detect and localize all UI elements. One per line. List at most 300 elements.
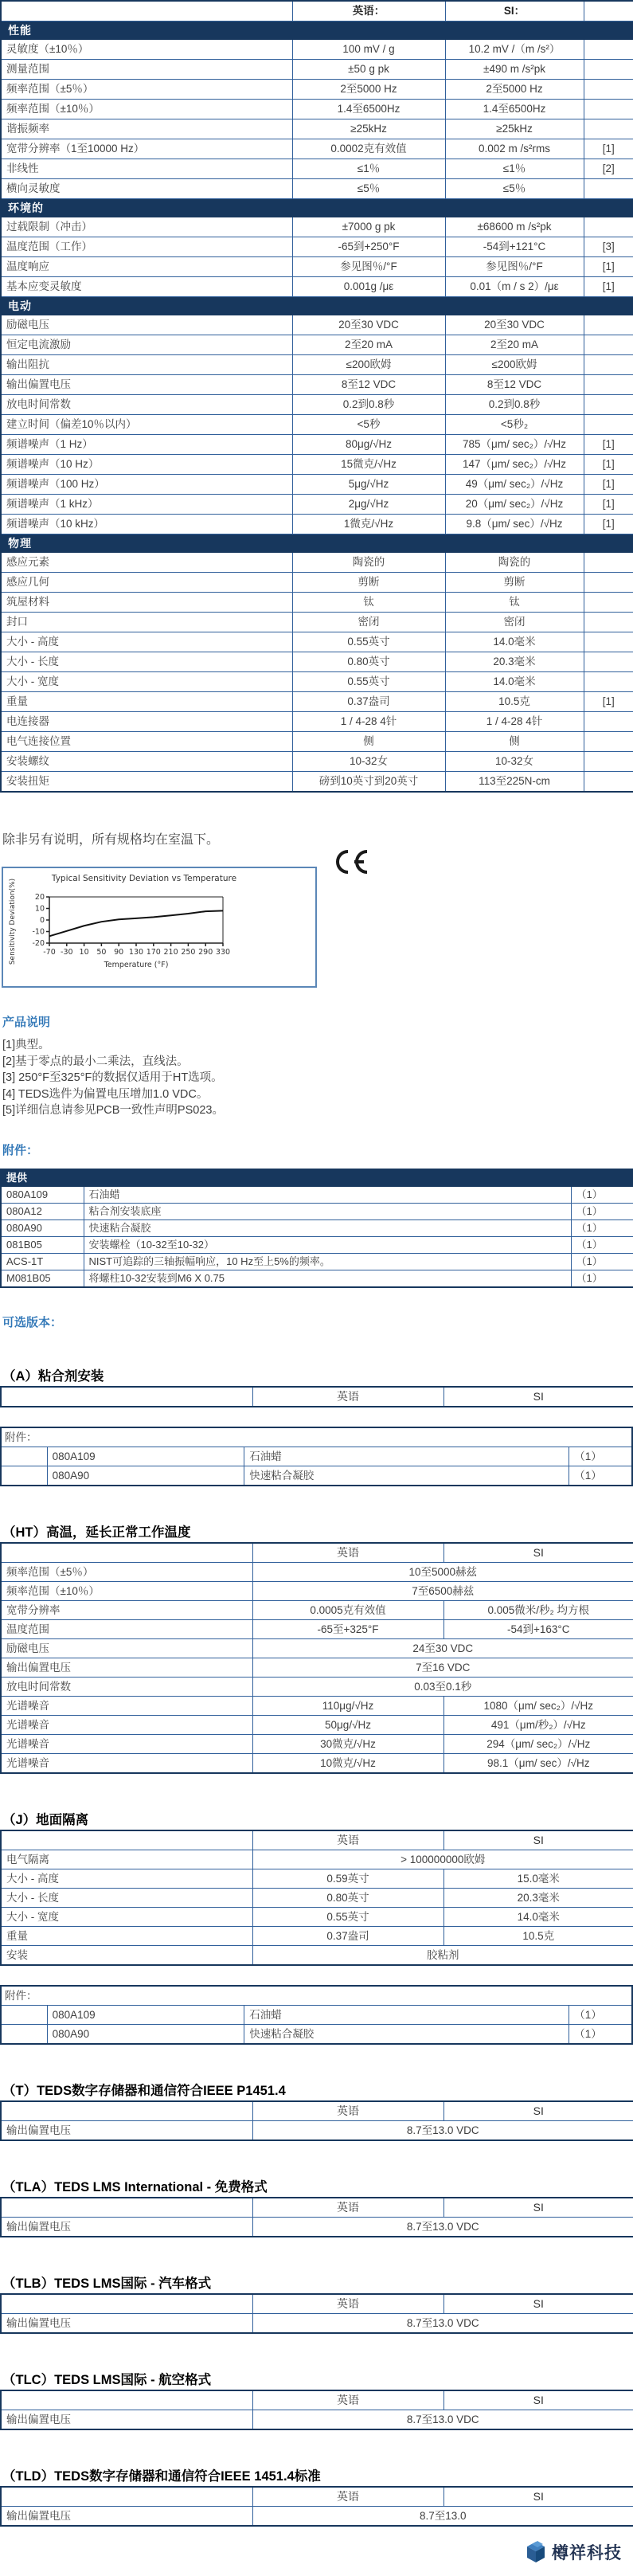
option-label-cell: 励磁电压	[1, 1638, 252, 1658]
option-col-english: 英语	[252, 2390, 443, 2410]
option-col-si: SI	[443, 2101, 633, 2121]
value-si-cell: ≤200欧姆	[445, 355, 584, 375]
value-english-cell: 15微克/√Hz	[292, 455, 445, 475]
option-title-TLA: （TLA）TEDS LMS International - 免费格式	[2, 2179, 268, 2194]
note-ref-cell	[584, 217, 633, 237]
spec-row	[1, 455, 633, 475]
option-value-si-cell: 20.3毫米	[443, 1888, 633, 1907]
attachments-caption-row	[1, 1427, 632, 1447]
accessory-qty-cell: （1）	[571, 1270, 633, 1287]
spec-label-cell: 安装螺纹	[1, 752, 292, 772]
value-si-cell: 14.0毫米	[445, 672, 584, 692]
section-title: 电动	[1, 297, 633, 315]
value-english-cell: 80μg/√Hz	[292, 435, 445, 455]
ce-mark-icon	[328, 848, 369, 876]
option-label-cell: 大小 - 宽度	[1, 1907, 252, 1926]
spec-label-cell: 感应元素	[1, 553, 292, 573]
note-ref-cell: [2]	[584, 159, 633, 179]
note-ref-cell	[584, 772, 633, 793]
note-ref-cell: [1]	[584, 495, 633, 515]
value-english-cell: 0.80英寸	[292, 652, 445, 672]
logo-cube-icon	[524, 2539, 548, 2565]
spec-row	[1, 100, 633, 119]
value-si-cell: 参见图％/°F	[445, 257, 584, 277]
option-label-cell: 光谱噪音	[1, 1696, 252, 1715]
note-ref-cell	[584, 593, 633, 613]
option-spec-row	[1, 1638, 633, 1658]
value-si-cell: 0.01（m / s 2）/με	[445, 277, 584, 297]
attachment-indent-cell	[1, 1447, 47, 1466]
accessory-desc-cell: 粘合剂安装底座	[84, 1203, 571, 1219]
svg-text:330: 330	[215, 948, 231, 957]
value-english-cell: 0.55英寸	[292, 632, 445, 652]
note-ref-cell	[584, 100, 633, 119]
attachment-model-cell: 080A109	[47, 2005, 244, 2024]
spec-label-cell: 测量范围	[1, 60, 292, 80]
svg-text:Typical Sensitivity Deviation: Typical Sensitivity Deviation vs Temperature	[51, 874, 237, 883]
option-spec-row	[1, 1753, 633, 1773]
value-english-cell: 磅到10英寸到20英寸	[292, 772, 445, 793]
attachment-desc-cell: 快速粘合凝胶	[244, 2024, 569, 2044]
value-english-cell: ≤1％	[292, 159, 445, 179]
spec-row	[1, 652, 633, 672]
value-si-cell: 陶瓷的	[445, 553, 584, 573]
option-value-si-cell: 15.0毫米	[443, 1869, 633, 1888]
attachment-model-cell: 080A90	[47, 1466, 244, 1486]
value-english-cell: 钛	[292, 593, 445, 613]
option-col-si: SI	[443, 2198, 633, 2218]
note-ref-cell	[584, 732, 633, 752]
note-ref-cell	[584, 573, 633, 593]
option-label-cell: 大小 - 长度	[1, 1888, 252, 1907]
option-corner-cell	[1, 2487, 252, 2507]
option-label-cell: 输出偏置电压	[1, 2120, 252, 2140]
option-section-TLD	[0, 2465, 633, 2527]
value-english-cell: 0.0002克有效值	[292, 139, 445, 159]
chart-row	[2, 867, 633, 991]
value-si-cell: 20至30 VDC	[445, 315, 584, 335]
spec-label-cell: 筑屋材料	[1, 593, 292, 613]
svg-text:10: 10	[79, 948, 89, 957]
spec-row	[1, 179, 633, 199]
svg-text:20: 20	[34, 893, 45, 902]
attachments-caption: 附件：	[1, 1427, 632, 1447]
note-ref-cell	[584, 415, 633, 435]
note-ref-cell	[584, 179, 633, 199]
spec-label-cell: 温度响应	[1, 257, 292, 277]
option-spec-row	[1, 2217, 633, 2237]
spec-row	[1, 712, 633, 732]
accessory-row	[1, 1270, 633, 1287]
spec-label-cell: 宽带分辨率（1至10000 Hz）	[1, 139, 292, 159]
spec-label-cell: 频谱噪声（10 Hz）	[1, 455, 292, 475]
option-spec-row	[1, 1619, 633, 1638]
option-corner-cell	[1, 2390, 252, 2410]
value-si-cell: <5秒₂	[445, 415, 584, 435]
spec-label-cell: 励磁电压	[1, 315, 292, 335]
value-si-cell: 20.3毫米	[445, 652, 584, 672]
value-si-cell: 10.2 mV /（m /s²）	[445, 40, 584, 60]
option-col-si: SI	[443, 1387, 633, 1407]
product-note-line: [3] 250°F至325°F的数据仅适用于HT选项。	[2, 1071, 223, 1084]
option-spec-row	[1, 1926, 633, 1945]
option-title-TLD: （TLD）TEDS数字存储器和通信符合IEEE 1451.4标准	[2, 2468, 321, 2484]
option-span-value-cell: 10至5000赫兹	[252, 1562, 633, 1581]
note-ref-cell	[584, 652, 633, 672]
option-title-J: （J）地面隔离	[2, 1812, 89, 1827]
spec-row	[1, 119, 633, 139]
spec-row	[1, 60, 633, 80]
note-ref-cell	[584, 375, 633, 395]
note-ref-cell: [1]	[584, 455, 633, 475]
value-si-cell: 14.0毫米	[445, 632, 584, 652]
svg-text:290: 290	[198, 948, 213, 957]
option-col-english: 英语	[252, 2198, 443, 2218]
spec-label-cell: 感应几何	[1, 573, 292, 593]
spec-row	[1, 277, 633, 297]
option-table-J	[0, 1830, 633, 1966]
value-english-cell: 8至12 VDC	[292, 375, 445, 395]
attachment-qty-cell: （1）	[569, 1447, 632, 1466]
svg-text:10: 10	[34, 904, 45, 914]
note-ref-cell	[584, 613, 633, 632]
option-spec-row	[1, 2506, 633, 2526]
deviation-curve	[49, 910, 223, 936]
accessory-desc-cell: 石油蜡	[84, 1186, 571, 1203]
option-spec-row	[1, 1581, 633, 1600]
value-si-cell: 10-32女	[445, 752, 584, 772]
spec-label-cell: 大小 - 高度	[1, 632, 292, 652]
svg-text:-10: -10	[32, 927, 45, 937]
svg-text:0: 0	[39, 916, 45, 925]
value-english-cell: 20至30 VDC	[292, 315, 445, 335]
option-label-cell: 光谱噪音	[1, 1753, 252, 1773]
note-ref-cell	[584, 395, 633, 415]
spec-row	[1, 672, 633, 692]
note-ref-cell	[584, 553, 633, 573]
value-english-cell: 2μg/√Hz	[292, 495, 445, 515]
section-title: 环境的	[1, 199, 633, 217]
option-label-cell: 输出偏置电压	[1, 2313, 252, 2333]
option-table-A	[0, 1386, 633, 1407]
option-header-row	[1, 2198, 633, 2218]
spec-label-cell: 横向灵敏度	[1, 179, 292, 199]
option-table-TLC	[0, 2390, 633, 2430]
option-table-T	[0, 2100, 633, 2141]
option-section-HT	[0, 1521, 633, 1774]
option-attachments-table-A	[0, 1427, 633, 1486]
option-header-row	[1, 2390, 633, 2410]
option-header-row	[1, 2101, 633, 2121]
options-container	[0, 1365, 633, 2527]
value-si-cell: 8至12 VDC	[445, 375, 584, 395]
option-header-row	[1, 2487, 633, 2507]
spec-label-cell: 频谱噪声（1 Hz）	[1, 435, 292, 455]
spec-label-cell: 频谱噪声（100 Hz）	[1, 475, 292, 495]
accessory-qty-cell: （1）	[571, 1203, 633, 1219]
value-english-cell: ±7000 g pk	[292, 217, 445, 237]
option-corner-cell	[1, 2198, 252, 2218]
value-english-cell: -65到+250°F	[292, 237, 445, 257]
value-si-cell: 147（μm/ sec₂）/√Hz	[445, 455, 584, 475]
value-si-cell: 20（μm/ sec₂）/√Hz	[445, 495, 584, 515]
option-spec-row	[1, 1869, 633, 1888]
note-ref-cell	[584, 672, 633, 692]
spec-row	[1, 772, 633, 793]
option-section-J	[0, 1809, 633, 2045]
spec-label-cell: 过载限制（冲击）	[1, 217, 292, 237]
note-ref-cell: [1]	[584, 475, 633, 495]
option-col-si: SI	[443, 2294, 633, 2314]
attachment-desc-cell: 快速粘合凝胶	[244, 1466, 569, 1486]
option-label-cell: 输出偏置电压	[1, 2217, 252, 2237]
value-si-cell: 剪断	[445, 573, 584, 593]
option-span-value-cell: 8.7至13.0 VDC	[252, 2410, 633, 2429]
spec-row	[1, 435, 633, 455]
attachment-desc-cell: 石油蜡	[244, 1447, 569, 1466]
option-span-value-cell: 7至6500赫兹	[252, 1581, 633, 1600]
option-col-si: SI	[443, 2390, 633, 2410]
option-title-TLC: （TLC）TEDS LMS国际 - 航空格式	[2, 2372, 212, 2387]
value-si-cell: -54到+121°C	[445, 237, 584, 257]
attachment-qty-cell: （1）	[569, 2005, 632, 2024]
section-bar	[1, 534, 633, 553]
value-english-cell: 1微克/√Hz	[292, 515, 445, 534]
option-col-english: 英语	[252, 1830, 443, 1850]
spec-label-cell: 放电时间常数	[1, 395, 292, 415]
accessory-model-cell: 081B05	[1, 1236, 84, 1253]
option-spec-row	[1, 1888, 633, 1907]
option-spec-row	[1, 1562, 633, 1581]
option-label-cell: 光谱噪音	[1, 1715, 252, 1734]
spec-row	[1, 553, 633, 573]
svg-text:-20: -20	[32, 939, 45, 948]
option-span-value-cell: 0.03至0.1秒	[252, 1677, 633, 1696]
value-si-cell: 0.2到0.8秒	[445, 395, 584, 415]
value-si-cell: ≤1％	[445, 159, 584, 179]
value-si-cell: 10.5克	[445, 692, 584, 712]
option-label-cell: 输出偏置电压	[1, 1658, 252, 1677]
value-english-cell: 2至5000 Hz	[292, 80, 445, 100]
accessory-qty-cell: （1）	[571, 1219, 633, 1236]
option-col-english: 英语	[252, 1387, 443, 1407]
option-attachments-table-J	[0, 1985, 633, 2045]
value-si-cell: ≥25kHz	[445, 119, 584, 139]
svg-text:90: 90	[114, 948, 124, 957]
note-ref-cell	[584, 40, 633, 60]
option-section-TLA	[0, 2176, 633, 2237]
attachment-indent-cell	[1, 2005, 47, 2024]
option-col-english: 英语	[252, 1543, 443, 1563]
logo-text: 樽祥科技	[552, 2543, 622, 2562]
svg-text:210: 210	[163, 948, 178, 957]
option-value-english-cell: 0.0005克有效值	[252, 1600, 443, 1619]
svg-text:50: 50	[96, 948, 107, 957]
spec-row	[1, 593, 633, 613]
spec-row	[1, 315, 633, 335]
option-spec-row	[1, 2410, 633, 2429]
value-english-cell: 剪断	[292, 573, 445, 593]
option-label-cell: 放电时间常数	[1, 1677, 252, 1696]
option-value-english-cell: 0.80英寸	[252, 1888, 443, 1907]
section-bar	[1, 22, 633, 40]
note-ref-cell	[584, 60, 633, 80]
accessory-desc-cell: 快速粘合凝胶	[84, 1219, 571, 1236]
option-corner-cell	[1, 2101, 252, 2121]
product-note-line: [2]基于零点的最小二乘法，直线法。	[2, 1055, 189, 1068]
sensitivity-chart-frame	[2, 867, 317, 988]
option-header-row	[1, 2294, 633, 2314]
option-corner-cell	[1, 1387, 252, 1407]
accessory-row	[1, 1236, 633, 1253]
spec-label-cell: 频率范围（±5％）	[1, 80, 292, 100]
option-section-A	[0, 1365, 633, 1486]
option-col-si: SI	[443, 2487, 633, 2507]
spec-row	[1, 257, 633, 277]
accessory-model-cell: 080A90	[1, 1219, 84, 1236]
note-ref-cell	[584, 712, 633, 732]
spec-row	[1, 495, 633, 515]
value-english-cell: ≤200欧姆	[292, 355, 445, 375]
spec-label-cell: 频谱噪声（10 kHz）	[1, 515, 292, 534]
value-si-cell: 密闭	[445, 613, 584, 632]
value-english-cell: 陶瓷的	[292, 553, 445, 573]
value-english-cell: 5μg/√Hz	[292, 475, 445, 495]
product-notes-list	[2, 1037, 633, 1119]
spec-label-cell: 输出偏置电压	[1, 375, 292, 395]
option-label-cell: 宽带分辨率	[1, 1600, 252, 1619]
spec-row	[1, 692, 633, 712]
option-value-si-cell: 1080（μm/ sec₂）/√Hz	[443, 1696, 633, 1715]
accessory-row	[1, 1186, 633, 1203]
option-table-TLA	[0, 2197, 633, 2237]
spec-label-cell: 电气连接位置	[1, 732, 292, 752]
option-value-english-cell: -65至+325°F	[252, 1619, 443, 1638]
value-english-cell: 侧	[292, 732, 445, 752]
value-english-cell: 2至20 mA	[292, 335, 445, 355]
value-si-cell: 9.8（μm/ sec）/√Hz	[445, 515, 584, 534]
svg-text:250: 250	[181, 948, 196, 957]
attachment-row	[1, 2024, 632, 2044]
svg-text:Sensitivity Deviation(%): Sensitivity Deviation(%)	[9, 878, 17, 965]
svg-text:Temperature (°F): Temperature (°F)	[104, 961, 169, 969]
option-header-row	[1, 1830, 633, 1850]
spec-row	[1, 335, 633, 355]
spec-label-cell: 大小 - 长度	[1, 652, 292, 672]
option-value-english-cell: 30微克/√Hz	[252, 1734, 443, 1753]
spec-row	[1, 355, 633, 375]
option-label-cell: 频率范围（±5％）	[1, 1562, 252, 1581]
spec-row	[1, 375, 633, 395]
spec-row	[1, 573, 633, 593]
option-value-english-cell: 50μg/√Hz	[252, 1715, 443, 1734]
value-english-cell: ≥25kHz	[292, 119, 445, 139]
value-si-cell: ±490 m /s²pk	[445, 60, 584, 80]
option-span-value-cell: 8.7至13.0 VDC	[252, 2313, 633, 2333]
spec-row	[1, 80, 633, 100]
value-english-cell: 1 / 4-28 4针	[292, 712, 445, 732]
option-label-cell: 重量	[1, 1926, 252, 1945]
option-header-row	[1, 1543, 633, 1563]
spec-label-cell: 基本应变灵敏度	[1, 277, 292, 297]
spec-label-cell: 安装扭矩	[1, 772, 292, 793]
section-bar	[1, 297, 633, 315]
option-value-si-cell: -54到+163°C	[443, 1619, 633, 1638]
spec-row	[1, 752, 633, 772]
spec-row	[1, 732, 633, 752]
spec-label-cell: 温度范围（工作）	[1, 237, 292, 257]
option-label-cell: 输出偏置电压	[1, 2506, 252, 2526]
spec-row	[1, 395, 633, 415]
option-span-value-cell: 胶粘剂	[252, 1945, 633, 1965]
spec-label-cell: 非线性	[1, 159, 292, 179]
col-header-english: 英语：	[292, 1, 445, 22]
section-title: 物理	[1, 534, 633, 553]
value-english-cell: 0.2到0.8秒	[292, 395, 445, 415]
option-table-HT	[0, 1542, 633, 1774]
value-si-cell: ±68600 m /s²pk	[445, 217, 584, 237]
option-col-english: 英语	[252, 2101, 443, 2121]
value-english-cell: 密闭	[292, 613, 445, 632]
note-ref-cell: [3]	[584, 237, 633, 257]
option-spec-row	[1, 1734, 633, 1753]
value-si-cell: 0.002 m /s²rms	[445, 139, 584, 159]
attachment-row	[1, 1447, 632, 1466]
option-table-TLB	[0, 2293, 633, 2334]
sensitivity-chart	[3, 868, 315, 986]
note-ref-cell	[584, 632, 633, 652]
spec-row	[1, 139, 633, 159]
attachments-heading: 附件：	[2, 1143, 39, 1157]
option-label-cell: 电气隔离	[1, 1850, 252, 1869]
option-label-cell: 温度范围	[1, 1619, 252, 1638]
value-english-cell: 参见图％/°F	[292, 257, 445, 277]
attachments-caption: 附件：	[1, 1986, 632, 2006]
option-value-si-cell: 98.1（μm/ sec）/√Hz	[443, 1753, 633, 1773]
col-header-si: SI：	[445, 1, 584, 22]
option-span-value-cell: 7至16 VDC	[252, 1658, 633, 1677]
spec-label-cell: 封口	[1, 613, 292, 632]
option-spec-row	[1, 1945, 633, 1965]
accessory-qty-cell: （1）	[571, 1186, 633, 1203]
value-si-cell: 2至20 mA	[445, 335, 584, 355]
option-spec-row	[1, 1600, 633, 1619]
option-corner-cell	[1, 1830, 252, 1850]
value-si-cell: 侧	[445, 732, 584, 752]
supplied-bar	[1, 1169, 633, 1187]
value-si-cell: ≤5％	[445, 179, 584, 199]
option-corner-cell	[1, 2294, 252, 2314]
accessory-model-cell: 080A12	[1, 1203, 84, 1219]
accessory-desc-cell: 安装螺栓（10-32至10-32）	[84, 1236, 571, 1253]
value-english-cell: 10-32女	[292, 752, 445, 772]
svg-text:170: 170	[146, 948, 161, 957]
section-title: 性能	[1, 22, 633, 40]
value-english-cell: ≤5％	[292, 179, 445, 199]
accessory-desc-cell: NIST可追踪的三轴振幅响应，10 Hz至上5%的频率。	[84, 1253, 571, 1270]
option-section-T	[0, 2080, 633, 2141]
accessory-model-cell: M081B05	[1, 1270, 84, 1287]
value-english-cell: ±50 g pk	[292, 60, 445, 80]
attachment-qty-cell: （1）	[569, 1466, 632, 1486]
value-english-cell: 0.37盎司	[292, 692, 445, 712]
corner-cell	[1, 1, 292, 22]
option-spec-row	[1, 1715, 633, 1734]
spec-label-cell: 建立时间（偏差10％以内）	[1, 415, 292, 435]
option-value-english-cell: 0.55英寸	[252, 1907, 443, 1926]
option-span-value-cell: > 100000000欧姆	[252, 1850, 633, 1869]
option-label-cell: 光谱噪音	[1, 1734, 252, 1753]
